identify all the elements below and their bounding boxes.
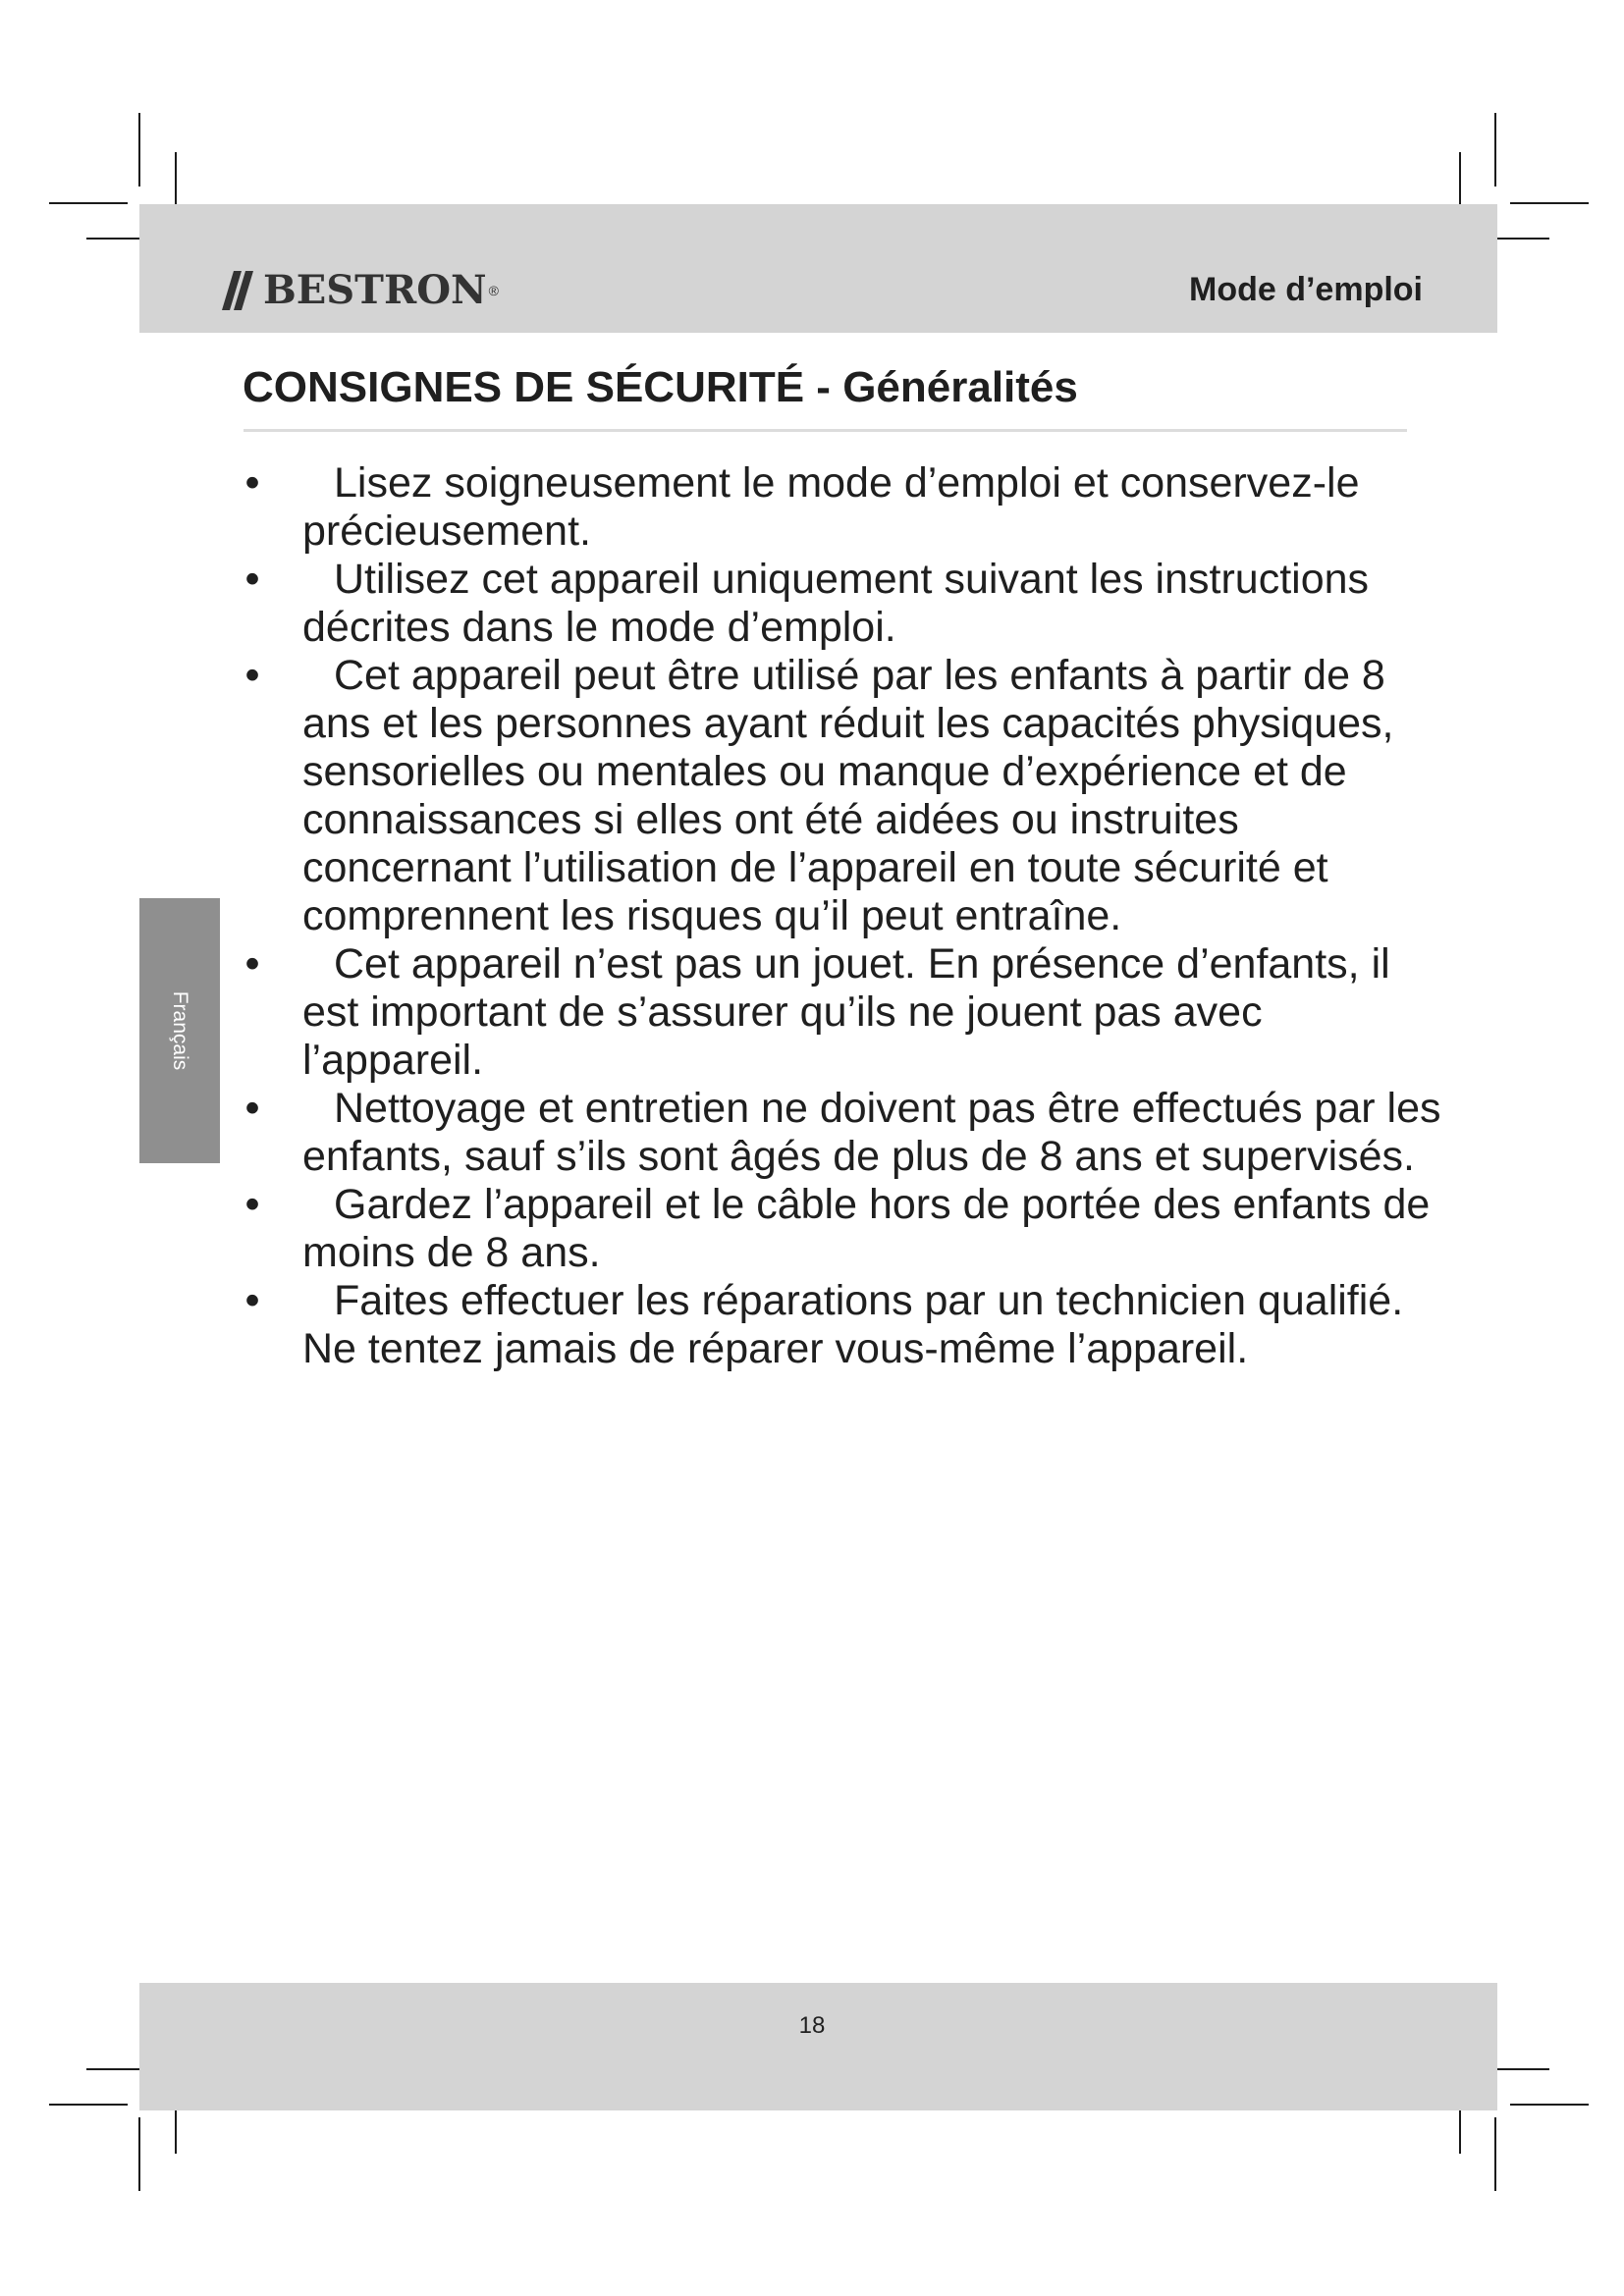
list-item-text: Nettoyage et entretien ne doivent pas être effectués par les enfants, sauf s’ils sont âgés de plus de 8 ans et supervisés.	[302, 1085, 1441, 1180]
list-item	[241, 1181, 1448, 1277]
crop-mark	[1510, 202, 1589, 204]
section-title: CONSIGNES DE SÉCURITÉ - Généralités	[243, 363, 1078, 411]
language-tab-label: Français	[169, 990, 191, 1071]
section-divider	[244, 429, 1407, 432]
list-item-text: Cet appareil n’est pas un jouet. En présence d’enfants, il est important de s’assurer qu’ils ne jouent pas avec l’appareil.	[302, 940, 1390, 1084]
bullet-icon: •	[244, 1277, 260, 1324]
bullet-icon: •	[244, 1181, 260, 1228]
list-item	[241, 652, 1448, 940]
brand-logo	[220, 263, 499, 318]
list-item	[241, 1277, 1448, 1373]
list-item-text: Gardez l’appareil et le câble hors de portée des enfants de moins de 8 ans.	[302, 1181, 1431, 1276]
page-number: 18	[798, 2012, 826, 2039]
list-item-text: Cet appareil peut être utilisé par les enfants à partir de 8 ans et les personnes ayant réduit les capacités physiques, sensorielles ou mentales ou manque d’expérience et de connaissances si elles ont été aidées ou instruites concernant l’utilisation de l’appareil en toute sécurité et comprennent les risques qu’il peut entraîne.	[302, 652, 1394, 939]
crop-mark	[1510, 2104, 1589, 2106]
list-item	[241, 1085, 1448, 1181]
registered-mark: ®	[488, 283, 499, 298]
bullet-icon: •	[244, 1085, 260, 1132]
list-item	[241, 459, 1448, 556]
bullet-icon: •	[244, 940, 260, 988]
crop-mark	[138, 2117, 140, 2191]
header-title: Mode d’emploi	[1189, 271, 1423, 308]
crop-mark	[49, 2104, 128, 2106]
crop-mark	[138, 113, 140, 187]
bullet-icon: •	[244, 556, 260, 603]
safety-instructions-list	[241, 459, 1448, 1373]
bullet-icon: •	[244, 652, 260, 699]
chevron-logo-icon	[220, 269, 259, 312]
list-item-text: Lisez soigneusement le mode d’emploi et conservez-le précieusement.	[302, 459, 1360, 555]
crop-mark	[1494, 2117, 1496, 2191]
crop-mark	[1494, 113, 1496, 187]
brand-name: BESTRON	[263, 267, 487, 313]
bullet-icon: •	[244, 459, 260, 507]
list-item	[241, 556, 1448, 652]
list-item-text: Utilisez cet appareil uniquement suivant les instructions décrites dans le mode d’emploi.	[302, 556, 1370, 651]
list-item-text: Faites effectuer les réparations par un technicien qualifié. Ne tentez jamais de réparer vous-même l’appareil.	[302, 1277, 1404, 1372]
crop-mark	[49, 202, 128, 204]
list-item	[241, 940, 1448, 1085]
footer-band	[139, 1983, 1497, 2110]
